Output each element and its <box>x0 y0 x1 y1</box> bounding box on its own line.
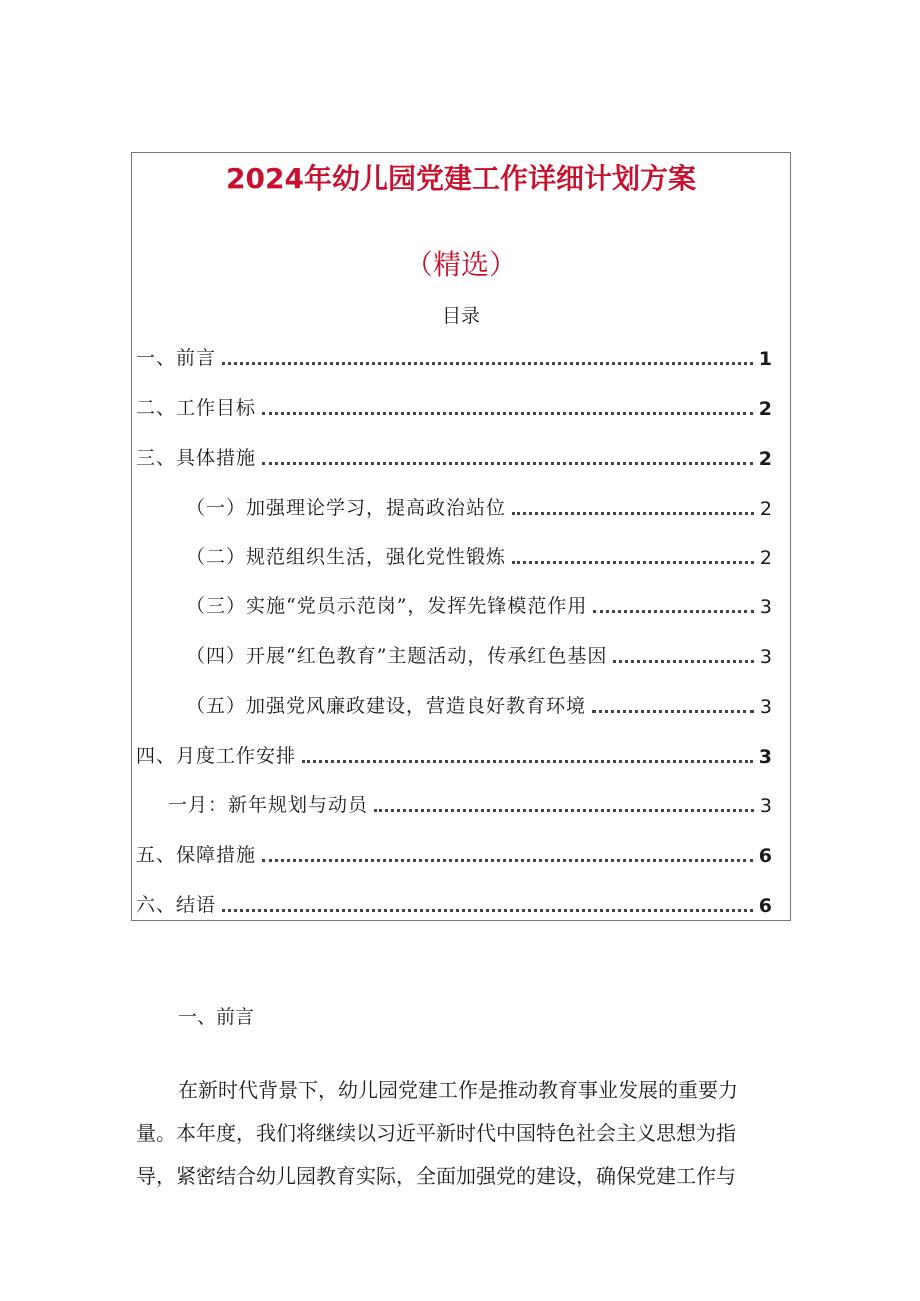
toc-entry-preface[interactable] <box>136 340 772 370</box>
toc-heading: 目录 <box>441 305 480 327</box>
toc-entry-label: （四）开展“红色教育”主题活动，传承红色基因 <box>186 645 608 667</box>
toc-leader-dots <box>262 852 753 862</box>
toc-entry-page: 3 <box>759 646 772 668</box>
toc-entry-label: （二）规范组织生活，强化党性锻炼 <box>186 546 507 568</box>
toc-entry-january[interactable] <box>168 787 772 817</box>
toc-entry-page: 2 <box>758 448 772 470</box>
toc-entry-safeguards[interactable] <box>136 837 772 867</box>
toc-entry-page: 2 <box>759 547 772 569</box>
toc-entry-measure-3[interactable] <box>186 588 772 618</box>
toc-entry-page: 6 <box>758 845 772 867</box>
toc-entry-page: 1 <box>758 348 772 370</box>
toc-entry-page: 6 <box>758 895 772 917</box>
toc-leader-dots <box>613 653 753 663</box>
toc-entry-label: 五、保障措施 <box>136 844 257 866</box>
body-line: 量。本年度，我们将继续以习近平新时代中国特色社会主义思想为指 <box>136 1121 736 1145</box>
toc-entry-label: （一）加强理论学习，提高政治站位 <box>186 497 507 519</box>
toc-entry-label: 三、具体措施 <box>136 447 257 469</box>
toc-entry-page: 3 <box>759 795 772 817</box>
toc-entry-monthly-plan[interactable] <box>136 738 772 768</box>
toc-leader-dots <box>512 554 754 564</box>
toc-leader-dots <box>302 753 753 763</box>
toc-entry-label: 六、结语 <box>136 894 217 916</box>
toc-entry-measures[interactable] <box>136 440 772 470</box>
toc-entry-label: （五）加强党风廉政建设，营造良好教育环境 <box>186 695 587 717</box>
toc-leader-dots <box>262 405 753 415</box>
toc-entry-page: 2 <box>759 498 772 520</box>
toc-leader-dots <box>374 802 754 812</box>
toc-entry-measure-2[interactable] <box>186 539 772 569</box>
toc-entry-measure-5[interactable] <box>186 688 772 718</box>
body-line: 导，紧密结合幼儿园教育实际，全面加强党的建设，确保党建工作与 <box>136 1164 736 1188</box>
toc-entry-measure-1[interactable] <box>186 490 772 520</box>
toc-entry-goals[interactable] <box>136 390 772 420</box>
toc-leader-dots <box>593 603 753 613</box>
toc-entry-label: 一月：新年规划与动员 <box>168 794 369 816</box>
toc-entry-page: 3 <box>759 596 772 618</box>
table-of-contents-box <box>131 152 791 921</box>
toc-leader-dots <box>222 902 753 912</box>
toc-entry-label: 四、月度工作安排 <box>136 745 297 767</box>
section-heading-preface: 一、前言 <box>178 1006 255 1028</box>
toc-entry-page: 3 <box>759 696 772 718</box>
toc-leader-dots <box>262 455 753 465</box>
toc-entry-label: 二、工作目标 <box>136 397 257 419</box>
toc-entry-label: 一、前言 <box>136 347 217 369</box>
toc-entry-conclusion[interactable] <box>136 887 772 917</box>
toc-leader-dots <box>512 505 754 515</box>
toc-entry-page: 3 <box>758 746 772 768</box>
toc-entry-measure-4[interactable] <box>186 638 772 668</box>
toc-entry-page: 2 <box>758 398 772 420</box>
body-paragraph <box>136 1069 796 1198</box>
document-subtitle: （精选） <box>404 248 517 281</box>
toc-entry-label: （三）实施“党员示范岗”，发挥先锋模范作用 <box>186 595 588 617</box>
toc-leader-dots <box>592 703 754 713</box>
document-title: 2024年幼儿园党建工作详细计划方案 <box>226 162 696 195</box>
body-line: 在新时代背景下，幼儿园党建工作是推动教育事业发展的重要力 <box>178 1078 738 1102</box>
toc-leader-dots <box>222 355 753 365</box>
